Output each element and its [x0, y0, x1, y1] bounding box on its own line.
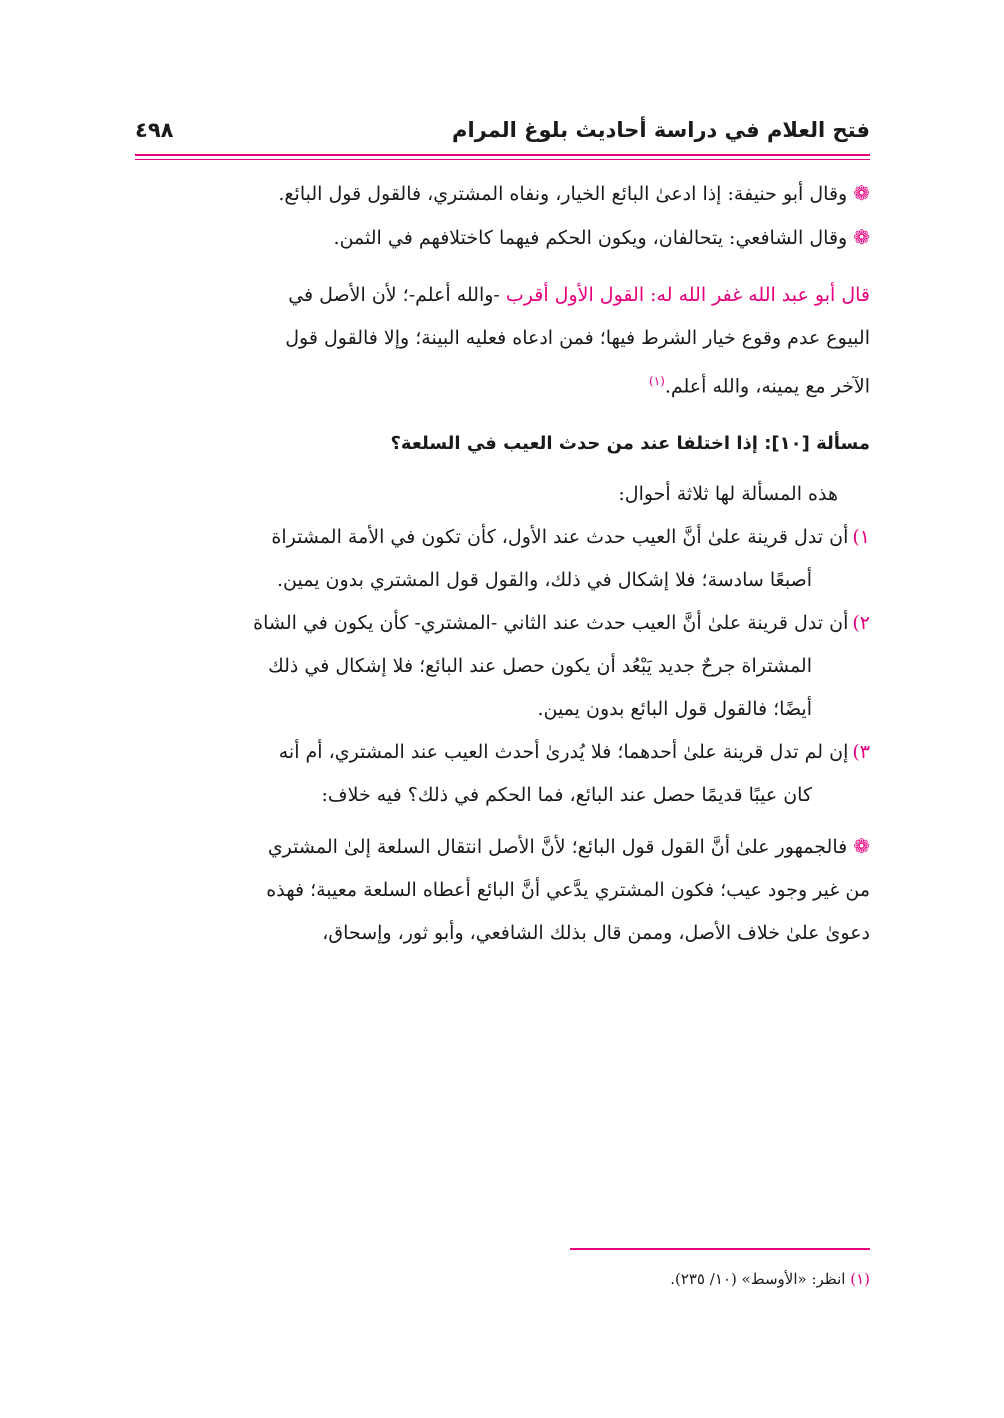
item-number: ٢): [852, 612, 870, 635]
paragraph-shafii: [135, 216, 870, 260]
item-text: أن تدل قرينة علىٰ أنَّ العيب حدث عند الأول، كأن تكون في الأمة المشتراة: [271, 526, 849, 549]
list-item: [135, 731, 870, 774]
preferred-ruling: القول الأول أقرب: [505, 284, 645, 306]
opinion-text: -والله أعلم-؛ لأن الأصل في: [288, 284, 500, 306]
paragraph-text: وقال أبو حنيفة: إذا ادعىٰ البائع الخيار، ونفاه المشتري، فالقول قول البائع.: [278, 183, 848, 205]
opinion-text: الآخر مع يمينه، والله أعلم.: [664, 375, 870, 398]
paragraph-text: وقال الشافعي: يتحالفان، ويكون الحكم فيهما كاختلافهم في الثمن.: [333, 227, 848, 249]
item-text: أن تدل قرينة علىٰ أنَّ العيب حدث عند الثاني -المشتري- كأن يكون في الشاة: [253, 612, 849, 635]
paragraph-abu-hanifa: [135, 172, 870, 216]
paragraph-majority: [135, 825, 870, 869]
list-item-continuation: أصبعًا سادسة؛ فلا إشكال في ذلك، والقول قول المشتري بدون يمين.: [277, 569, 812, 592]
header-rule-thin: [135, 159, 870, 160]
footnote-text: انظر: «الأوسط» (١٠/ ٢٣٥).: [670, 1270, 846, 1288]
flower-ornament-icon: ❁: [853, 225, 870, 249]
item-number: ١): [852, 526, 870, 549]
page-number: ٤٩٨: [135, 118, 174, 142]
issue-label: مسألة [١٠]:: [764, 433, 870, 455]
author-opinion-line-2: البيوع عدم وقوع خيار الشرط فيها؛ فمن ادعاه فعليه البينة؛ وإلا فالقول قول: [285, 327, 870, 349]
flower-ornament-icon: ❁: [853, 181, 870, 205]
item-text: إن لم تدل قرينة علىٰ أحدهما؛ فلا يُدرىٰ أحدث العيب عند المشتري، أم أنه: [278, 741, 849, 764]
header-rule: [135, 154, 870, 156]
author-opinion-line-1: [135, 274, 870, 317]
footnote: [135, 1266, 870, 1292]
list-item: [135, 516, 870, 559]
list-item: [135, 602, 870, 645]
footnote-separator: [570, 1248, 870, 1250]
book-title: فتح العلام في دراسة أحاديث بلوغ المرام: [452, 118, 870, 142]
issue-title: إذا اختلفا عند من حدث العيب في السلعة؟: [390, 433, 758, 455]
list-item-continuation: المشتراة جرحٌ جديد يَبْعُد أن يكون حصل عند البائع؛ فلا إشكال في ذلك: [268, 655, 812, 678]
author-opinion-line-3: [135, 360, 870, 408]
issue-heading: [135, 422, 870, 465]
author-attribution: قال أبو عبد الله غفر الله له:: [650, 284, 870, 306]
footnote-marker: (١): [850, 1270, 870, 1288]
flower-ornament-icon: ❁: [853, 834, 870, 859]
item-number: ٣): [852, 741, 870, 764]
paragraph-majority-line-3: دعوىٰ علىٰ خلاف الأصل، وممن قال بذلك الشافعي، وأبو ثور، وإسحاق،: [322, 922, 870, 945]
paragraph-text: فالجمهور علىٰ أنَّ القول قول البائع؛ لأنَّ الأصل انتقال السلعة إلىٰ المشتري: [267, 836, 848, 859]
page-body: [135, 172, 870, 955]
list-item-continuation: أيضًا؛ فالقول قول البائع بدون يمين.: [537, 698, 812, 721]
running-header: [135, 112, 870, 156]
intro-line: هذه المسألة لها ثلاثة أحوال:: [618, 483, 838, 506]
paragraph-majority-line-2: من غير وجود عيب؛ فكون المشتري يدَّعي أنَّ البائع أعطاه السلعة معيبة؛ فهذه: [266, 879, 870, 902]
footnote-reference: (١): [649, 374, 665, 388]
list-item-continuation: كان عيبًا قديمًا حصل عند البائع، فما الحكم في ذلك؟ فيه خلاف:: [321, 784, 812, 807]
